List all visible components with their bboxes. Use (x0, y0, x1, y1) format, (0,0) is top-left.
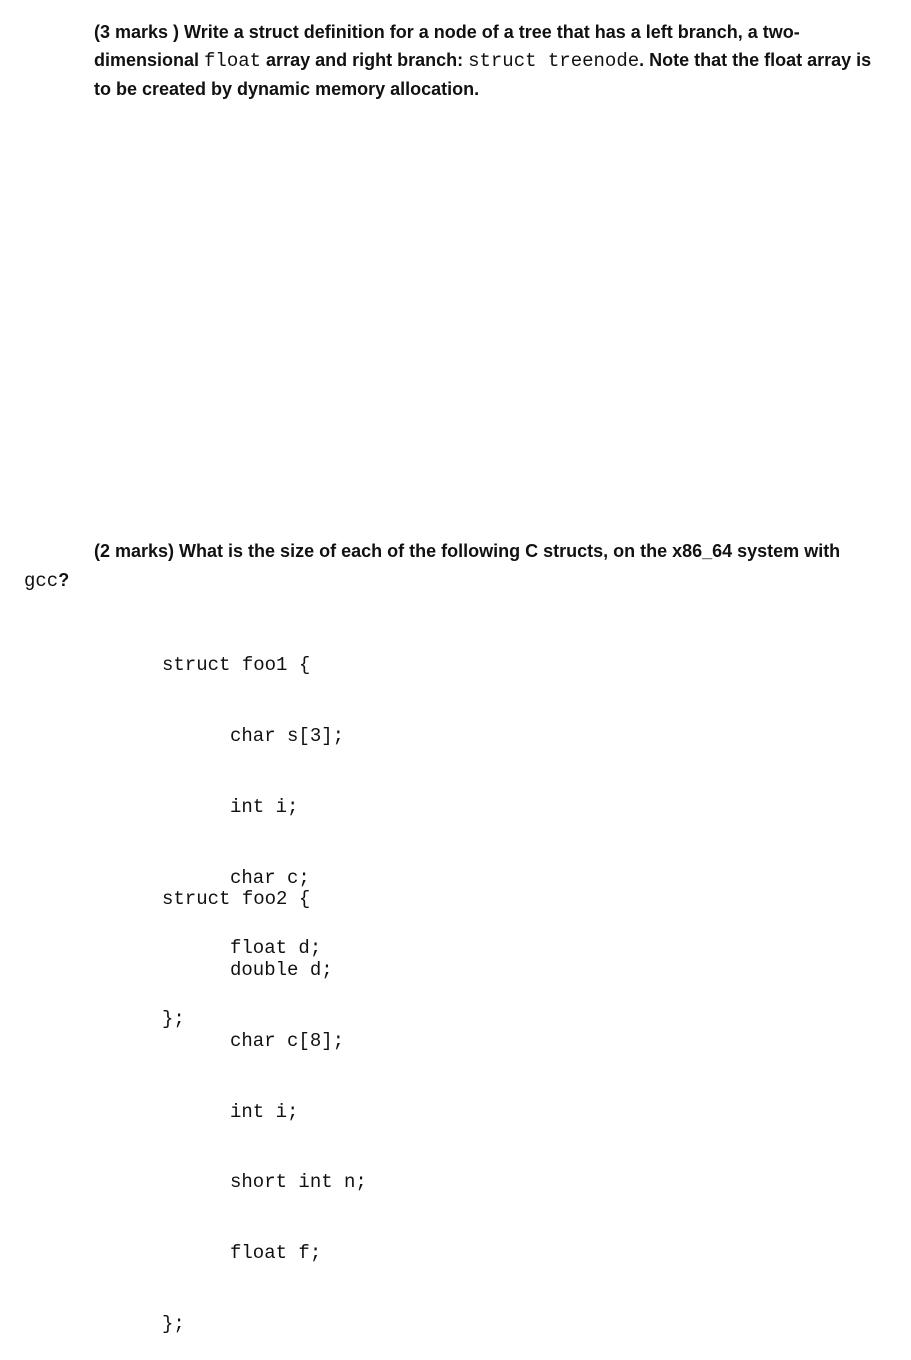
code-struct-treenode: struct treenode (468, 50, 640, 72)
struct-foo2-header: struct foo2 { (162, 888, 311, 911)
struct-foo1-field: float d; (230, 937, 322, 960)
question-1-marks: (3 marks ) (94, 22, 180, 42)
struct-foo2-code (162, 841, 367, 1360)
struct-foo2-field: double d; (230, 958, 333, 981)
code-float-keyword: float (204, 50, 262, 72)
struct-foo2-field: int i; (230, 1100, 299, 1123)
struct-foo1-field: char s[3]; (230, 724, 345, 747)
question-1 (94, 18, 884, 103)
question-1-text-a: Write a struct definition for a node of a tree that has a left branch, a two-dimensional (94, 22, 800, 70)
question-2-text: What is the size of each of the following C structs, on the x86_64 system with (174, 541, 841, 561)
question-2-marks: (2 marks) (94, 541, 175, 561)
question-1-text-c: . Note that the float array is to be created by dynamic memory allocation. (94, 50, 872, 99)
struct-foo1-header: struct foo1 { (162, 654, 311, 677)
question-2-gcc (24, 566, 69, 595)
struct-foo2-field: float f; (230, 1242, 322, 1265)
struct-foo2-field: char c[8]; (230, 1029, 345, 1052)
struct-foo2-footer: }; (162, 1312, 185, 1335)
struct-foo1-field: char c; (230, 866, 310, 889)
gcc-word: gcc (24, 570, 59, 592)
question-1-text-b: array and right branch: (261, 50, 469, 70)
question-2 (94, 537, 884, 565)
question-mark: ? (58, 570, 70, 590)
struct-foo1-field: int i; (230, 795, 299, 818)
struct-foo1-footer: }; (162, 1008, 185, 1031)
struct-foo2-field: short int n; (230, 1171, 367, 1194)
